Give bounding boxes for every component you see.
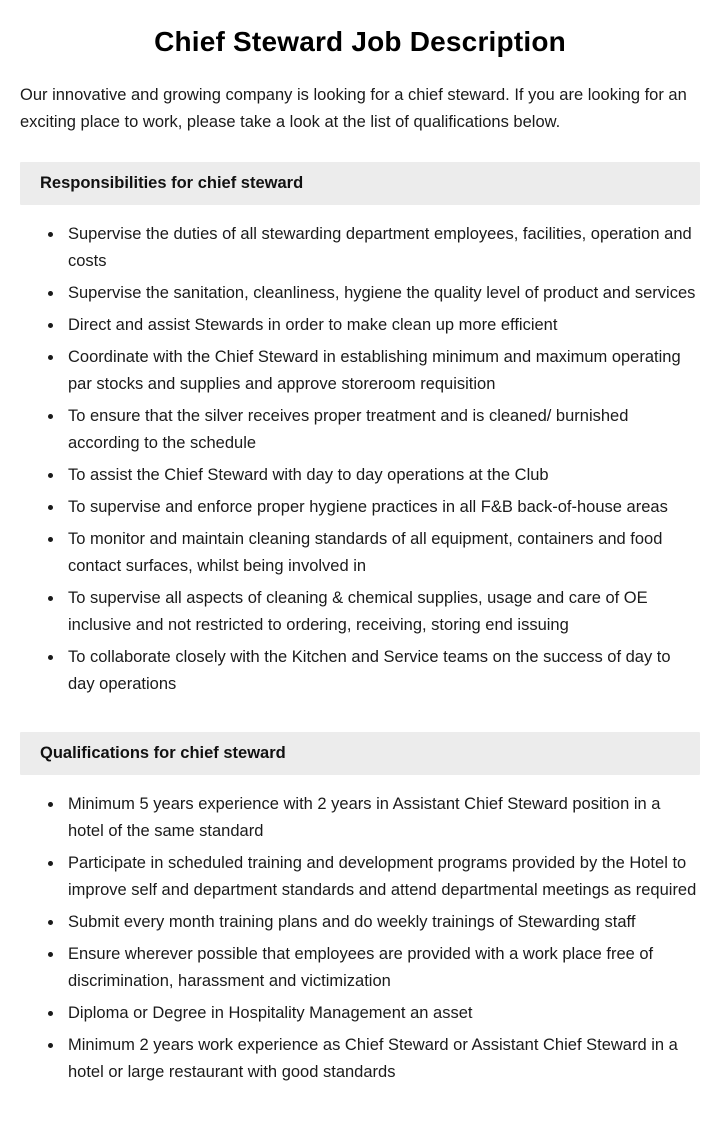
section-qualifications: [20, 732, 700, 1086]
qualifications-heading: Qualifications for chief steward: [20, 732, 700, 775]
bullet-item: • To collaborate closely with the Kitchen and Service teams on the success of day to day operations: [64, 644, 700, 698]
intro-paragraph: Our innovative and growing company is looking for a chief steward. If you are looking for an exciting place to work, please take a look at the list of qualifications below.: [20, 86, 687, 131]
bullet-item: • Minimum 5 years experience with 2 years in Assistant Chief Steward position in a hotel of the same standard: [64, 791, 700, 845]
qualifications-list: [20, 791, 700, 1086]
bullet-item: • To supervise all aspects of cleaning & chemical supplies, usage and care of OE inclusive and not restricted to ordering, receiving, storing end issuing: [64, 585, 700, 639]
bullet-item: • Supervise the sanitation, cleanliness, hygiene the quality level of product and services: [64, 280, 700, 307]
bullet-item: • Participate in scheduled training and development programs provided by the Hotel to improve self and department standards and attend departmental meetings as required: [64, 850, 700, 904]
bullet-item: • Diploma or Degree in Hospitality Management an asset: [64, 1000, 700, 1027]
page-title: Chief Steward Job Description: [154, 26, 566, 57]
bullet-item: • Submit every month training plans and do weekly trainings of Stewarding staff: [64, 909, 700, 936]
bullet-item: • Minimum 2 years work experience as Chief Steward or Assistant Chief Steward in a hotel or large restaurant with good standards: [64, 1032, 700, 1086]
bullet-item: • To assist the Chief Steward with day to day operations at the Club: [64, 462, 700, 489]
bullet-item: • To monitor and maintain cleaning standards of all equipment, containers and food contact surfaces, whilst being involved in: [64, 526, 700, 580]
responsibilities-list: [20, 221, 700, 698]
bullet-item: • To ensure that the silver receives proper treatment and is cleaned/ burnished according to the schedule: [64, 403, 700, 457]
section-responsibilities: [20, 162, 700, 698]
bullet-item: • Supervise the duties of all stewarding department employees, facilities, operation and costs: [64, 221, 700, 275]
bullet-item: • Coordinate with the Chief Steward in establishing minimum and maximum operating par stocks and supplies and approve storeroom requisition: [64, 344, 700, 398]
bullet-item: • Direct and assist Stewards in order to make clean up more efficient: [64, 312, 700, 339]
responsibilities-heading: Responsibilities for chief steward: [20, 162, 700, 205]
bullet-item: • Ensure wherever possible that employees are provided with a work place free of discrimination, harassment and victimization: [64, 941, 700, 995]
bullet-item: • To supervise and enforce proper hygiene practices in all F&B back-of-house areas: [64, 494, 700, 521]
